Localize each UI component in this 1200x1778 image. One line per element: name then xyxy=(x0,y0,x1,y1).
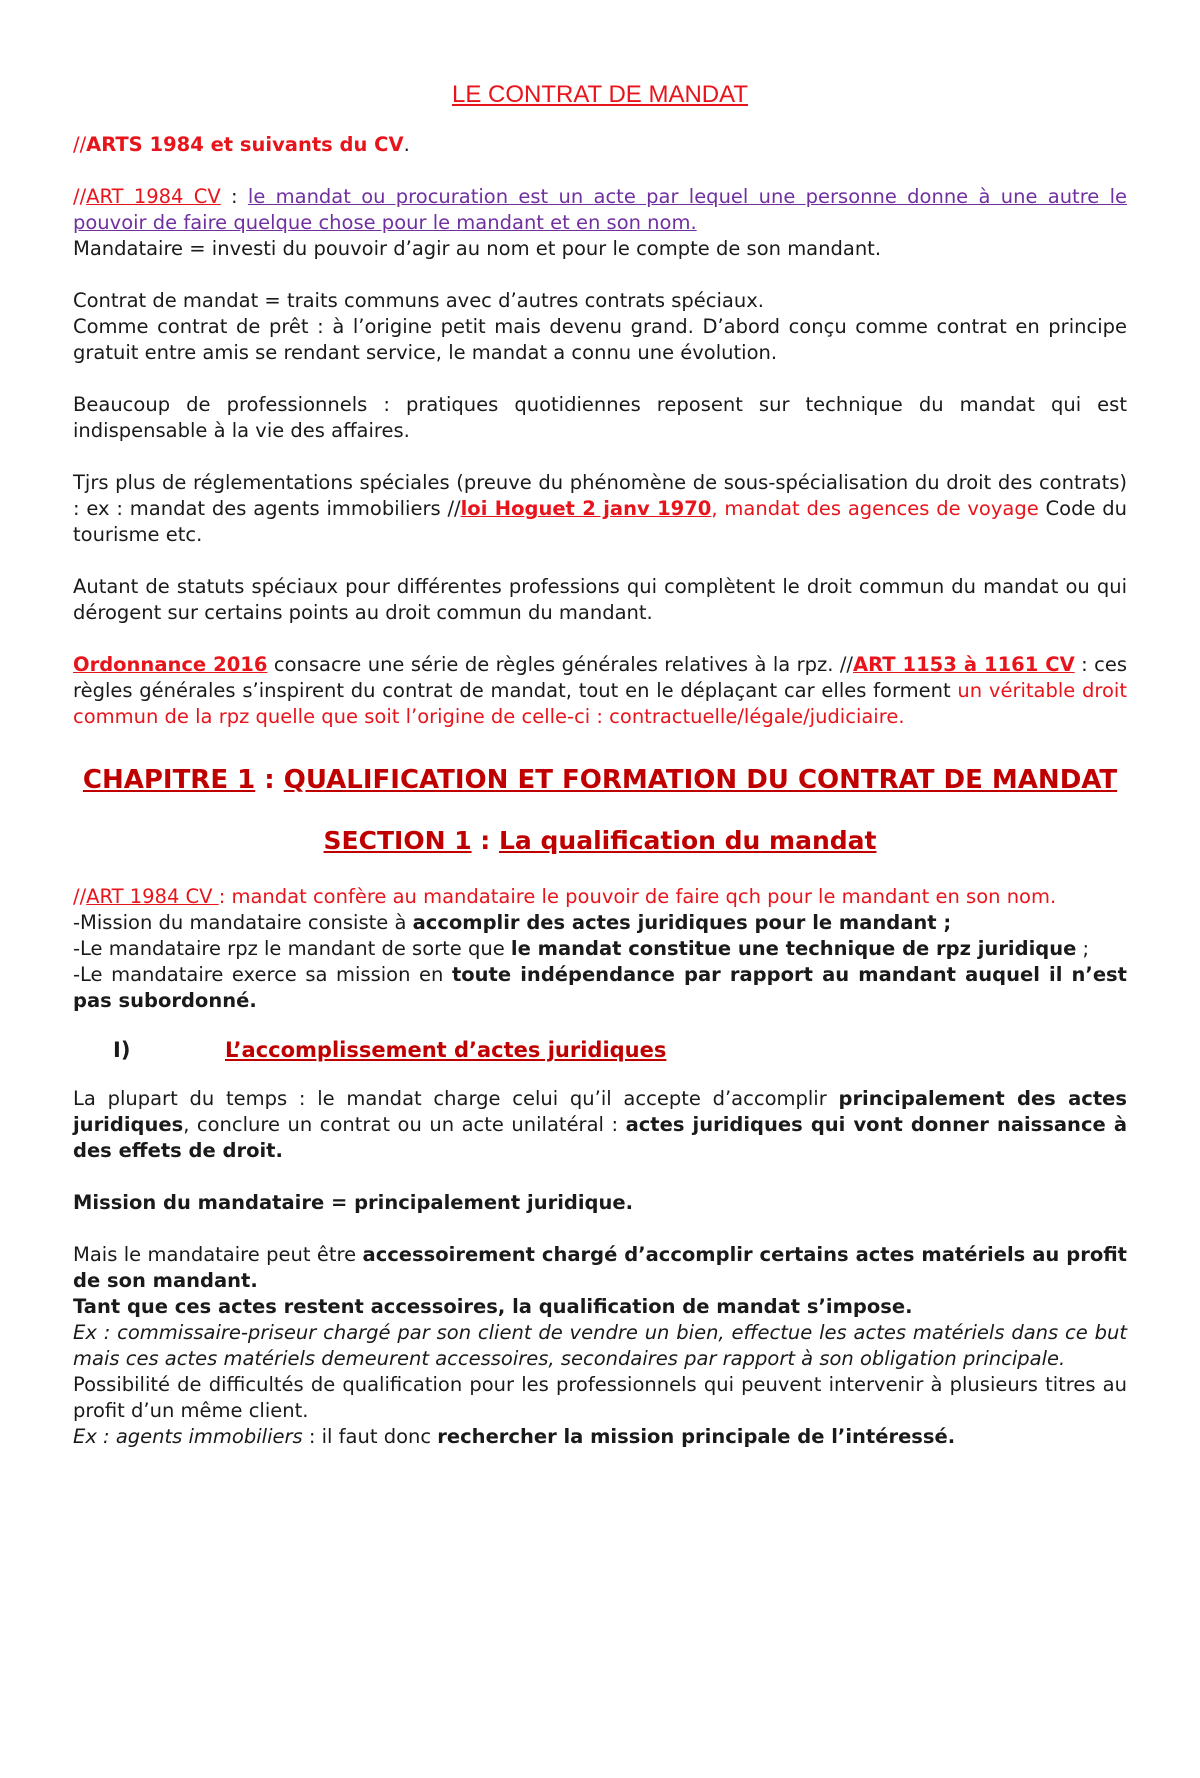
article-reference: ART 1984 CV xyxy=(86,885,219,908)
paragraph-actes-accessoires: Tant que ces actes restent accessoires, la qualification de mandat s’impose. xyxy=(73,1295,913,1318)
paragraph-rpz-mandant: -Le mandataire rpz le mandant de sorte que le mandat constitue une technique de rpz juridique ; xyxy=(73,937,1090,960)
paragraph-statuts-speciaux: Autant de statuts spéciaux pour différentes professions qui complètent le droit commun du mandat ou qui dérogent sur certains points au droit commun du mandant. xyxy=(73,575,1127,624)
definition-text: le mandat ou procuration est un acte par lequel une personne donne à une autre le pouvoir de faire quelque chose pour le mandant et en son nom. xyxy=(73,185,1128,234)
section-heading: SECTION 1 : La qualification du mandat xyxy=(323,826,877,855)
paragraph-reglementations: Tjrs plus de réglementations spéciales (preuve du phénomène de sous-spécialisation du droit des contrats) : ex : mandat des agents immobiliers //loi Hoguet 2 janv 1970, mandat des agences de voyage Code du tourisme etc. xyxy=(73,471,1127,546)
ordonnance-reference: Ordonnance 2016 xyxy=(73,653,268,676)
chapter-heading: CHAPITRE 1 : QUALIFICATION ET FORMATION DU CONTRAT DE MANDAT xyxy=(82,765,1118,795)
document-title: LE CONTRAT DE MANDAT xyxy=(451,81,749,108)
law-reference: loi Hoguet 2 janv 1970 xyxy=(460,497,712,520)
article-reference: ART 1984 CV xyxy=(86,185,221,208)
paragraph-mission-juridique: Mission du mandataire = principalement juridique. xyxy=(73,1191,634,1214)
article-reference: ART 1153 à 1161 CV xyxy=(853,653,1075,676)
paragraph-art-1984-definition: //ART 1984 CV : le mandat ou procuration est un acte par lequel une personne donne à une autre le pouvoir de faire quelque chose pour le mandant et en son nom. xyxy=(73,185,1128,234)
paragraph-example-agents: Ex : agents immobiliers : il faut donc rechercher la mission principale de l’intéressé. xyxy=(73,1425,956,1448)
paragraph-professionnels: Beaucoup de professionnels : pratiques quotidiennes reposent sur technique du mandat qui est indispensable à la vie des affaires. xyxy=(73,393,1127,442)
paragraph-art-1984-mandat: //ART 1984 CV : mandat confère au mandataire le pouvoir de faire qch pour le mandant en son nom. xyxy=(73,885,1057,908)
paragraph-difficultes: Possibilité de difficultés de qualification pour les professionnels qui peuvent intervenir à plusieurs titres au profit d’un même client. xyxy=(73,1373,1127,1422)
paragraph-mission-mandataire: -Mission du mandataire consiste à accomplir des actes juridiques pour le mandant ; xyxy=(73,911,952,934)
paragraph-actes-juridiques: La plupart du temps : le mandat charge celui qu’il accepte d’accomplir principalement des actes juridiques, conclure un contrat ou un acte unilatéral : actes juridiques qui vont donner naissance à des effets de droit. xyxy=(73,1087,1127,1162)
document-page xyxy=(0,80,1200,1450)
subsection-heading: I) L’accomplissement d’actes juridiques xyxy=(113,1038,667,1062)
paragraph-example-commissaire: Ex : commissaire-priseur chargé par son client de vendre un bien, effectue les actes matériels dans ce but mais ces actes matériels demeurent accessoires, secondaires par rapport à son obligation principale. xyxy=(73,1321,1127,1370)
paragraph-ordonnance-2016: Ordonnance 2016 consacre une série de règles générales relatives à la rpz. //ART 1153 à 1161 CV : ces règles générales s’inspirent du contrat de mandat, tout en le déplaçant car elles forment un véritable droit commun de la rpz quelle que soit l’origine de celle-ci : contractuelle/légale/judiciaire. xyxy=(73,653,1127,728)
article-reference: ARTS 1984 et suivants du CV xyxy=(86,133,404,156)
paragraph-arts-reference: //ARTS 1984 et suivants du CV. xyxy=(73,133,410,156)
paragraph-independance: -Le mandataire exerce sa mission en toute indépendance par rapport au mandant auquel il n’est pas subordonné. xyxy=(73,963,1127,1012)
paragraph-mandataire: Mandataire = investi du pouvoir d’agir au nom et pour le compte de son mandant. xyxy=(73,237,882,260)
paragraph-actes-materiels: Mais le mandataire peut être accessoirement chargé d’accomplir certains actes matériels au profit de son mandant. xyxy=(73,1243,1127,1292)
paragraph-contrat-pret: Comme contrat de prêt : à l’origine petit mais devenu grand. D’abord conçu comme contrat en principe gratuit entre amis se rendant service, le mandat a connu une évolution. xyxy=(73,315,1127,364)
paragraph-contrat-mandat: Contrat de mandat = traits communs avec d’autres contrats spéciaux. xyxy=(73,289,764,312)
